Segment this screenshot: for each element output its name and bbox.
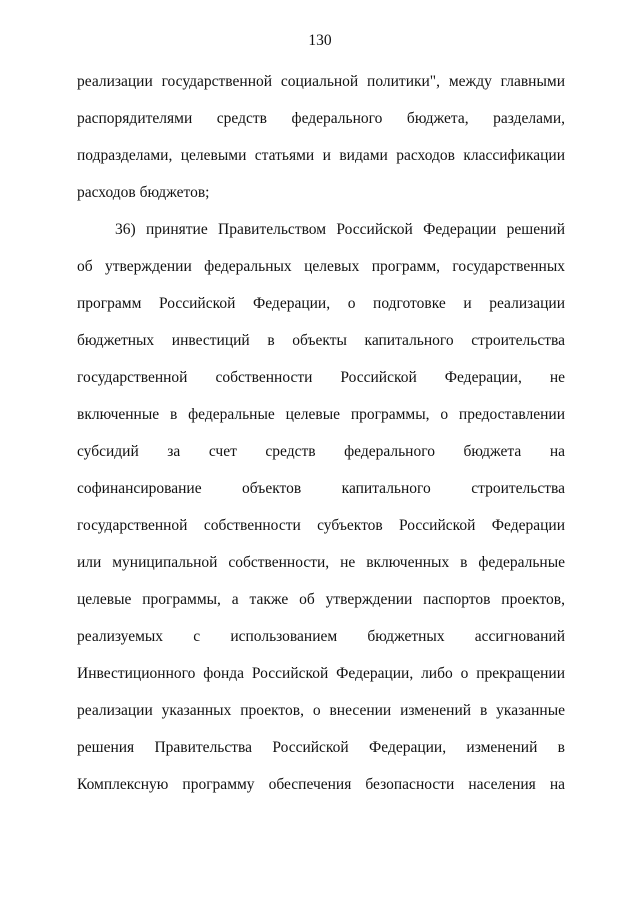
text-line: субсидий за счет средств федерального бюджета на (77, 443, 565, 460)
text-line: реализации государственной социальной политики", между главными (77, 73, 565, 90)
text-line: бюджетных инвестиций в объекты капитального строительства (77, 332, 565, 349)
page-number: 130 (308, 32, 332, 49)
text-line: софинансирование объектов капитального строительства (77, 480, 565, 497)
text-line: программ Российской Федерации, о подготовке и реализации (77, 295, 565, 312)
text-line: подразделами, целевыми статьями и видами расходов классификации (77, 147, 565, 164)
text-line: об утверждении федеральных целевых программ, государственных (77, 258, 565, 275)
text-line: целевые программы, а также об утверждении паспортов проектов, (77, 591, 565, 608)
text-line: Комплексную программу обеспечения безопасности населения на (77, 776, 565, 793)
text-line: включенные в федеральные целевые программы, о предоставлении (77, 406, 565, 423)
text-line: или муниципальной собственности, не включенных в федеральные (77, 554, 565, 571)
text-line: государственной собственности субъектов Российской Федерации (77, 517, 565, 534)
paragraph-start-line: 36) принятие Правительством Российской Федерации решений (115, 221, 565, 238)
text-line: расходов бюджетов; (77, 184, 210, 201)
text-line: реализации указанных проектов, о внесении изменений в указанные (77, 702, 565, 719)
text-line: Инвестиционного фонда Российской Федерации, либо о прекращении (77, 665, 565, 682)
text-line: решения Правительства Российской Федерации, изменений в (77, 739, 565, 756)
text-line: распорядителями средств федерального бюджета, разделами, (77, 110, 565, 127)
text-line: реализуемых с использованием бюджетных ассигнований (77, 628, 565, 645)
text-line: государственной собственности Российской Федерации, не (77, 369, 565, 386)
